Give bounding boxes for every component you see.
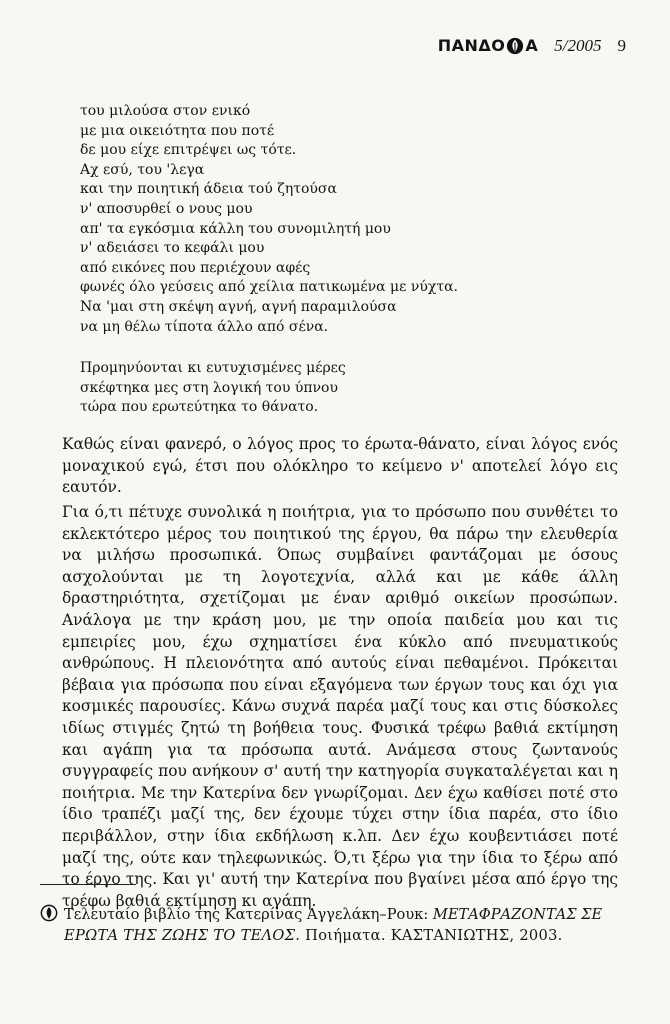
poem-line: και την ποιητική άδεια τού ζητούσα <box>80 181 337 198</box>
poem-line: με μια οικειότητα που ποτέ <box>80 122 275 139</box>
poem-line: Να 'μαι στη σκέψη αγνή, αγνή παραμιλούσα <box>80 298 397 315</box>
poem-line: του μιλούσα στον ενικό <box>80 103 251 119</box>
footnote-intro: Τελευταίο βιβλίο της Κατερίνας Αγγελάκη–Ρουκ: <box>64 906 429 923</box>
poem-stanza-1 <box>80 102 458 337</box>
poem-line: Προμηνύονται κι ευτυχισμένες μέρες <box>80 360 346 377</box>
footnote <box>40 904 612 946</box>
journal-name-start: ΠΑΝΔΟ <box>437 36 506 55</box>
book-title-part-1: ΜΕΤΑΦΡΑΖΟΝΤΑΣ ΣΕ <box>432 906 603 923</box>
issue-number: 5/2005 <box>554 36 602 55</box>
poem-line: τώρα που ερωτεύτηκα το θάνατο. <box>80 399 319 416</box>
poem-stanza-2 <box>80 359 458 418</box>
footnote-divider <box>40 884 136 885</box>
poem-line: ν' αδειάσει το κεφάλι μου <box>80 240 265 257</box>
poem-line: ν' αποσυρθεί ο νους μου <box>80 200 253 217</box>
journal-name-end: Α <box>525 36 539 55</box>
page-number: 9 <box>617 36 626 55</box>
footnote-line-1 <box>40 904 612 925</box>
poem-line: φωνές όλο γεύσεις από χείλια πατικωμένα με νύχτα. <box>80 279 458 296</box>
body-paragraph-2 <box>62 502 618 912</box>
running-head <box>438 36 626 56</box>
book-publication-info: Ποιήματα. ΚΑΣΤΑΝΙΩΤΗΣ, 2003. <box>305 927 563 944</box>
poem-line: σκέφτηκα μες στη λογική του ύπνου <box>80 379 338 396</box>
pandora-logo-icon <box>40 904 58 922</box>
poem-line: δε μου είχε επιτρέψει ως τότε. <box>80 142 297 159</box>
poem-line: απ' τα εγκόσμια κάλλη του συνομιλητή μου <box>80 220 391 237</box>
book-title-part-2: ΕΡΩΤΑ ΤΗΣ ΖΩΗΣ ΤΟ ΤΕΛΟΣ. <box>64 927 301 944</box>
pandora-logo-icon <box>506 37 524 55</box>
poem-line: από εικόνες που περιέχουν αφές <box>80 259 311 276</box>
paragraph-text: Για ό,τι πέτυχε συνολικά η ποιήτρια, για το πρόσωπο που συνθέτει το εκλεκτότερο μέρος του ποιητικού της έργου, θα πάρω την ελευθερία να μιλήσω προσωπικά. Όπως συμβαίνει φαντάζομαι με όσους ασχολούνται με τη λογοτεχνία, αλλά και με κάθε άλλη δραστηριότητα, σχετίζομαι με έναν αριθμό οικείων προσώπων. Ανάλογα με την κράση μου, με την οποία παιδεία μου και τις εμπειρίες μου, έχω σχηματίσει ένα κύκλο από πνευματικούς ανθρώπους. Η πλειονότητα από αυτούς είναι πεθαμένοι. Πρόκειται βέβαια για πρόσωπα που είναι εξαγόμενα των έργων τους και όχι για κοσμικές παρουσίες. Κάνω συχνά παρέα μαζί τους και στις δύσκολες ιδίως στιγμές ζητώ τη βοήθεια τους. Φυσικά τρέφω βαθιά εκτίμηση και αγάπη για τα πρόσωπα αυτά. Ανάμεσα στους ζωντανούς συγγραφείς που ανήκουν σ' αυτή την κατηγορία συγκαταλέγεται και η ποιήτρια. Με την Κατερίνα δεν γνωρίζομαι. Δεν έχω καθίσει ποτέ στο ίδιο τραπέζι μαζί της, δεν έχουμε τύχει στην ίδια παρέα, στο ίδιο περιβάλλον, στην ίδια εκδήλωση κ.λπ. Δεν έχω κουβεντιάσει ποτέ μαζί της, ούτε καν τηλεφωνικώς. Ό,τι ξέρω για την ίδια το ξέρω από το έργο της. Και γι' αυτή την Κατερίνα που βγαίνει μέσα από έργο της τρέφω βαθιά εκτίμηση κι αγάπη. <box>62 503 618 910</box>
footnote-line-2 <box>40 925 612 946</box>
poem-line: Αχ εσύ, του 'λεγα <box>80 161 205 178</box>
body-paragraph-1 <box>62 434 618 499</box>
poem-line: να μη θέλω τίποτα άλλο από σένα. <box>80 318 329 335</box>
journal-name <box>438 36 539 55</box>
paragraph-text: Καθώς είναι φανερό, ο λόγος προς το έρωτα-θάνατο, είναι λόγος ενός μοναχικού εγώ, έτσι που ολόκληρο το κείμενο ν' αποτελεί λόγο εις εαυτόν. <box>62 435 618 497</box>
poem-excerpt <box>80 102 458 440</box>
